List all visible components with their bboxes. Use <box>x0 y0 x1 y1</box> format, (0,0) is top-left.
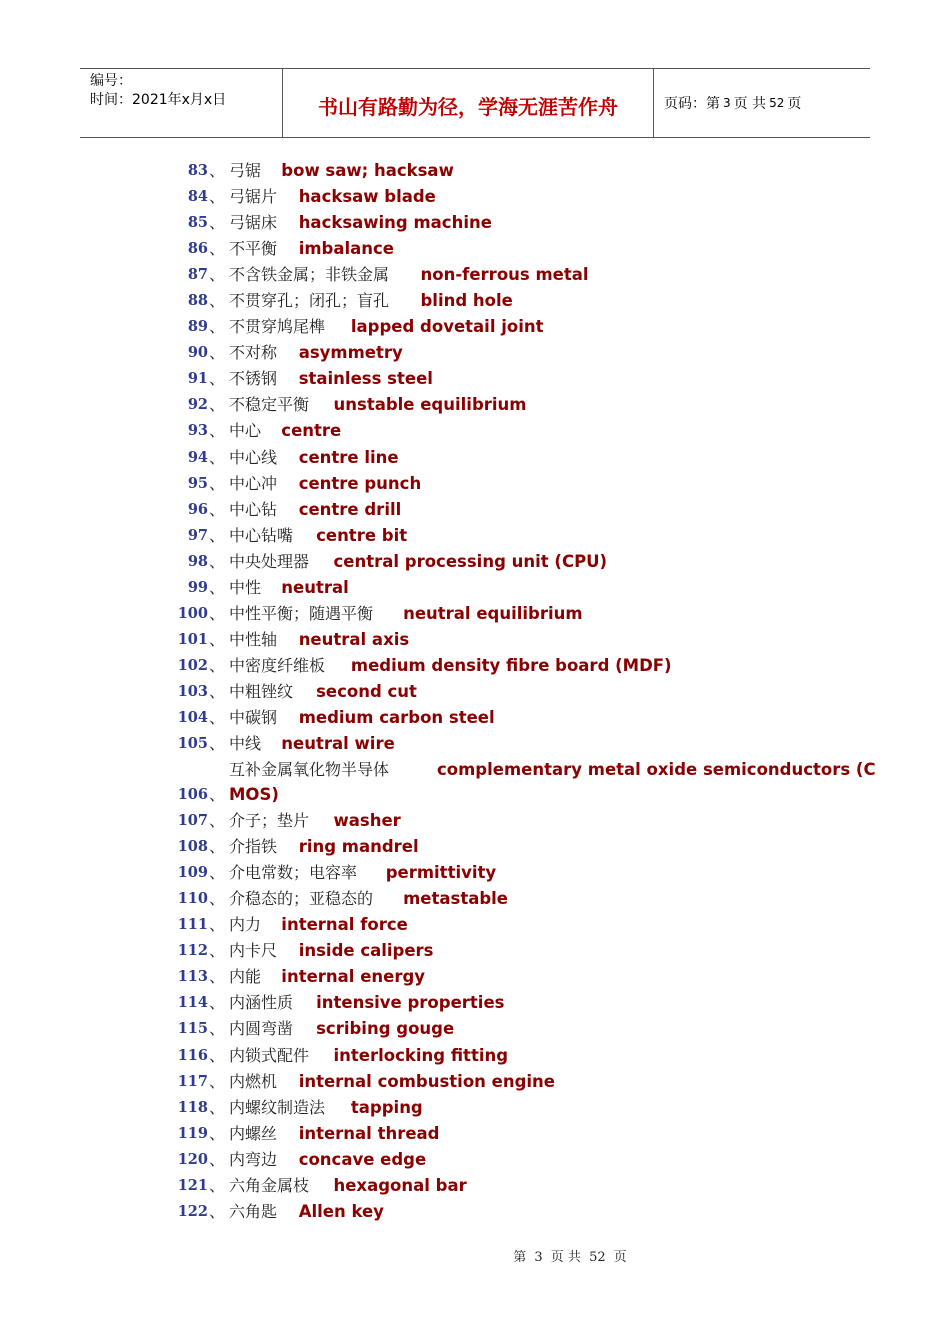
entry-separator: 、 <box>209 213 226 233</box>
entry-english-term: neutral equilibrium <box>403 603 583 623</box>
entry-english-term: asymmetry <box>298 343 403 363</box>
entry-separator: 、 <box>209 447 226 467</box>
entry-chinese-term: 中心钻嘴 <box>229 525 294 545</box>
page-current: 3 <box>723 96 731 110</box>
entry-separator: 、 <box>209 161 226 180</box>
entry-separator: 、 <box>209 915 226 935</box>
entry-chinese-term: 中性 <box>229 577 262 597</box>
list-item <box>0 627 950 653</box>
list-item <box>0 210 950 236</box>
entry-number: 98 <box>187 552 208 570</box>
list-item <box>0 262 950 288</box>
list-item <box>0 705 950 731</box>
entry-number: 90 <box>187 344 208 362</box>
entry-separator: 、 <box>209 317 226 337</box>
entry-english-term: second cut <box>316 681 417 701</box>
list-item <box>0 184 950 210</box>
entry-separator: 、 <box>209 863 226 883</box>
list-item <box>0 990 950 1016</box>
entry-chinese-term: 内力 <box>229 915 262 935</box>
entry-chinese-term: 内燃机 <box>229 1071 278 1091</box>
entry-english-term: neutral <box>281 577 349 597</box>
entry-english-term: permittivity <box>385 863 497 883</box>
entry-chinese-term: 介指铁 <box>229 837 278 857</box>
list-item <box>0 575 950 601</box>
entry-number: 96 <box>187 500 208 518</box>
entry-chinese-term: 中心冲 <box>229 473 278 493</box>
list-item <box>0 523 950 549</box>
entry-separator: 、 <box>209 1201 226 1221</box>
entry-chinese-term: 内圆弯凿 <box>229 1019 294 1039</box>
entry-chinese-term: 不贯穿鸠尾榫 <box>229 317 326 337</box>
list-item <box>0 418 950 444</box>
list-item <box>0 653 950 679</box>
list-item <box>0 445 950 471</box>
list-item <box>0 679 950 705</box>
entry-english-term-line1: complementary metal oxide semiconductors (C <box>437 760 876 780</box>
footer-prefix: 第 <box>513 1250 527 1265</box>
entry-separator: 、 <box>209 551 226 571</box>
entry-chinese-term: 中密度纤维板 <box>229 655 326 675</box>
page-total: 52 <box>769 96 785 110</box>
header-page-info <box>654 69 870 137</box>
entry-chinese-term: 弓锯 <box>229 161 262 180</box>
entry-number: 118 <box>177 1098 208 1116</box>
entry-chinese-term: 互补金属氧化物半导体 <box>229 760 390 780</box>
entry-separator: 、 <box>209 993 226 1013</box>
footer-suffix: 页 <box>613 1250 627 1265</box>
entry-chinese-term: 内能 <box>229 967 262 987</box>
entry-number: 92 <box>187 396 208 414</box>
entry-separator: 、 <box>209 1123 226 1143</box>
entry-english-term: centre drill <box>298 499 402 519</box>
entry-number: 108 <box>177 838 208 856</box>
entry-number: 107 <box>177 812 208 830</box>
list-item <box>0 1147 950 1173</box>
header-motto: 书山有路勤为径，学海无涯苦作舟 <box>282 69 654 137</box>
entry-chinese-term: 中性轴 <box>229 629 278 649</box>
entry-english-term: stainless steel <box>298 369 433 389</box>
entry-chinese-term: 中心线 <box>229 447 278 467</box>
entry-number: 101 <box>177 630 208 648</box>
list-item <box>0 1016 950 1042</box>
entry-separator: 、 <box>209 603 226 623</box>
page-suffix: 页 <box>787 96 802 112</box>
entry-english-term: centre punch <box>298 473 422 493</box>
entry-separator: 、 <box>209 837 226 857</box>
entry-english-term: internal combustion engine <box>298 1071 555 1091</box>
entry-number: 121 <box>177 1176 208 1194</box>
entry-chinese-term: 六角匙 <box>229 1201 278 1221</box>
entry-number: 109 <box>177 864 208 882</box>
entry-number: 89 <box>187 318 208 336</box>
entry-chinese-term: 六角金属枝 <box>229 1175 310 1195</box>
list-item <box>0 471 950 497</box>
entry-english-term: medium density fibre board (MDF) <box>350 655 672 675</box>
entry-number: 86 <box>187 240 208 258</box>
entry-chinese-term: 中心 <box>229 421 262 441</box>
entry-chinese-term: 不贯穿孔；闭孔；盲孔 <box>229 291 390 311</box>
entry-chinese-term: 中碳钢 <box>229 707 278 727</box>
entry-number: 113 <box>177 968 208 986</box>
entry-number: 93 <box>187 422 208 440</box>
entry-number: 84 <box>187 188 208 206</box>
entry-english-term: centre <box>281 421 342 441</box>
entry-number: 104 <box>177 708 208 726</box>
entry-english-term: concave edge <box>298 1149 427 1169</box>
list-item <box>0 1121 950 1147</box>
entry-chinese-term: 中心钻 <box>229 499 278 519</box>
entry-separator: 、 <box>209 473 226 493</box>
entry-chinese-term: 弓锯片 <box>229 187 278 207</box>
entry-number: 97 <box>187 526 208 544</box>
entry-english-term: scribing gouge <box>316 1019 455 1039</box>
entry-chinese-term: 内卡尺 <box>229 941 278 961</box>
entry-number: 120 <box>177 1150 208 1168</box>
entry-separator: 、 <box>209 1175 226 1195</box>
entry-english-term: metastable <box>403 889 508 909</box>
entry-separator: 、 <box>209 499 226 519</box>
entry-english-term: hacksaw blade <box>298 187 436 207</box>
page-prefix: 页码：第 <box>664 96 720 112</box>
list-item <box>0 601 950 627</box>
entry-separator: 、 <box>209 655 226 675</box>
entry-chinese-term: 中粗锉纹 <box>229 681 294 701</box>
entry-number: 83 <box>187 162 208 179</box>
entry-separator: 、 <box>209 734 226 754</box>
entry-chinese-term: 内涵性质 <box>229 993 294 1013</box>
entry-separator: 、 <box>209 629 226 649</box>
list-item <box>0 860 950 886</box>
entry-separator: 、 <box>209 187 226 207</box>
entry-separator: 、 <box>209 889 226 909</box>
entry-english-term: washer <box>333 811 401 831</box>
list-item <box>0 340 950 366</box>
entry-separator: 、 <box>209 707 226 727</box>
page-footer <box>0 1246 950 1265</box>
entry-chinese-term: 中线 <box>229 734 262 754</box>
entry-english-term: intensive properties <box>316 993 505 1013</box>
entry-separator: 、 <box>209 343 226 363</box>
entry-english-term: non-ferrous metal <box>420 265 589 285</box>
list-item <box>0 497 950 523</box>
entry-english-term: medium carbon steel <box>298 707 495 727</box>
entry-english-term: central processing unit (CPU) <box>333 551 608 571</box>
entry-english-term: imbalance <box>298 239 394 259</box>
list-item <box>0 1199 950 1225</box>
time-label: 时间：2021年x月x日 <box>90 92 227 108</box>
entry-separator: 、 <box>209 369 226 389</box>
entry-english-term-line2: MOS) <box>229 785 279 805</box>
entry-chinese-term: 介电常数；电容率 <box>229 863 358 883</box>
entry-chinese-term: 内锁式配件 <box>229 1045 310 1065</box>
entry-separator: 、 <box>209 1071 226 1091</box>
entry-number: 99 <box>187 578 208 596</box>
entry-english-term: centre line <box>298 447 399 467</box>
entry-number: 95 <box>187 474 208 492</box>
entry-number: 85 <box>187 214 208 232</box>
entry-chinese-term: 中央处理器 <box>229 551 310 571</box>
entry-separator: 、 <box>209 681 226 701</box>
entry-chinese-term: 介稳态的；亚稳态的 <box>229 889 374 909</box>
entry-chinese-term: 不含铁金属；非铁金属 <box>229 265 390 285</box>
entry-number: 122 <box>177 1202 208 1220</box>
entry-separator: 、 <box>209 1149 226 1169</box>
entry-number: 112 <box>177 942 208 960</box>
list-item <box>0 1043 950 1069</box>
entry-number: 115 <box>177 1020 208 1038</box>
entry-separator: 、 <box>209 577 226 597</box>
entry-separator: 、 <box>209 239 226 259</box>
entry-separator: 、 <box>209 291 226 311</box>
entry-english-term: internal thread <box>298 1123 440 1143</box>
list-item <box>0 938 950 964</box>
entry-number: 91 <box>187 370 208 388</box>
entry-separator: 、 <box>209 421 226 441</box>
entry-number: 87 <box>187 266 208 284</box>
entry-separator: 、 <box>209 395 226 415</box>
list-item <box>0 731 950 757</box>
entry-english-term: neutral axis <box>298 629 410 649</box>
entry-number: 94 <box>187 448 208 466</box>
entry-separator: 、 <box>209 1097 226 1117</box>
entry-number: 100 <box>177 604 208 622</box>
entry-english-term: lapped dovetail joint <box>350 317 544 337</box>
list-item <box>0 1173 950 1199</box>
page-mid: 页 共 <box>733 96 767 112</box>
list-item <box>0 808 950 834</box>
entry-english-term: internal force <box>281 915 408 935</box>
list-item <box>0 549 950 575</box>
entry-separator: 、 <box>209 265 226 285</box>
entry-english-term: tapping <box>350 1097 423 1117</box>
entry-separator: 、 <box>209 967 226 987</box>
entry-chinese-term: 中性平衡；随遇平衡 <box>229 603 374 623</box>
list-item <box>0 392 950 418</box>
entry-chinese-term: 不对称 <box>229 343 278 363</box>
entry-english-term: hacksawing machine <box>298 213 492 233</box>
entry-number: 114 <box>177 994 208 1012</box>
list-item <box>0 314 950 340</box>
entry-chinese-term: 不平衡 <box>229 239 278 259</box>
entry-number: 116 <box>177 1046 208 1064</box>
list-item <box>0 886 950 912</box>
list-item <box>0 158 950 184</box>
footer-total: 52 <box>589 1250 606 1265</box>
entry-chinese-term: 内螺纹制造法 <box>229 1097 326 1117</box>
list-item-wrapped <box>0 757 950 808</box>
entry-english-term: blind hole <box>420 291 513 311</box>
entry-number: 105 <box>177 735 208 753</box>
list-item <box>0 912 950 938</box>
entry-separator: 、 <box>209 785 226 805</box>
entry-number: 117 <box>177 1072 208 1090</box>
entry-english-term: hexagonal bar <box>333 1175 467 1195</box>
list-item <box>0 834 950 860</box>
page-header <box>80 68 870 138</box>
entry-number: 119 <box>177 1124 208 1142</box>
entry-english-term: inside calipers <box>298 941 434 961</box>
entry-number: 102 <box>177 656 208 674</box>
entry-english-term: neutral wire <box>281 734 395 754</box>
entry-separator: 、 <box>209 525 226 545</box>
footer-mid: 页 共 <box>550 1250 581 1265</box>
entry-number: 106 <box>177 786 208 804</box>
entry-english-term: ring mandrel <box>298 837 419 857</box>
entry-english-term: Allen key <box>298 1201 384 1221</box>
entry-chinese-term: 内螺丝 <box>229 1123 278 1143</box>
entry-chinese-term: 弓锯床 <box>229 213 278 233</box>
header-info-cell <box>80 69 282 137</box>
entry-english-term: internal energy <box>281 967 426 987</box>
entry-chinese-term: 不锈钢 <box>229 369 278 389</box>
list-item <box>0 366 950 392</box>
entry-separator: 、 <box>209 941 226 961</box>
entry-chinese-term: 内弯边 <box>229 1149 278 1169</box>
entry-separator: 、 <box>209 1045 226 1065</box>
glossary-list <box>0 158 950 1225</box>
list-item <box>0 1069 950 1095</box>
list-item <box>0 1095 950 1121</box>
entry-english-term: interlocking fitting <box>333 1045 509 1065</box>
list-item <box>0 288 950 314</box>
entry-chinese-term: 不稳定平衡 <box>229 395 310 415</box>
entry-number: 103 <box>177 682 208 700</box>
entry-number: 110 <box>177 890 208 908</box>
footer-current: 3 <box>534 1250 543 1265</box>
list-item <box>0 236 950 262</box>
entry-separator: 、 <box>209 811 226 831</box>
entry-english-term: unstable equilibrium <box>333 395 527 415</box>
entry-number: 111 <box>177 916 208 934</box>
entry-separator: 、 <box>209 1019 226 1039</box>
entry-english-term: centre bit <box>316 525 408 545</box>
entry-number: 88 <box>187 292 208 310</box>
entry-english-term: bow saw; hacksaw <box>281 161 454 180</box>
list-item <box>0 964 950 990</box>
entry-chinese-term: 介子；垫片 <box>229 811 310 831</box>
number-label: 编号： <box>90 73 132 89</box>
